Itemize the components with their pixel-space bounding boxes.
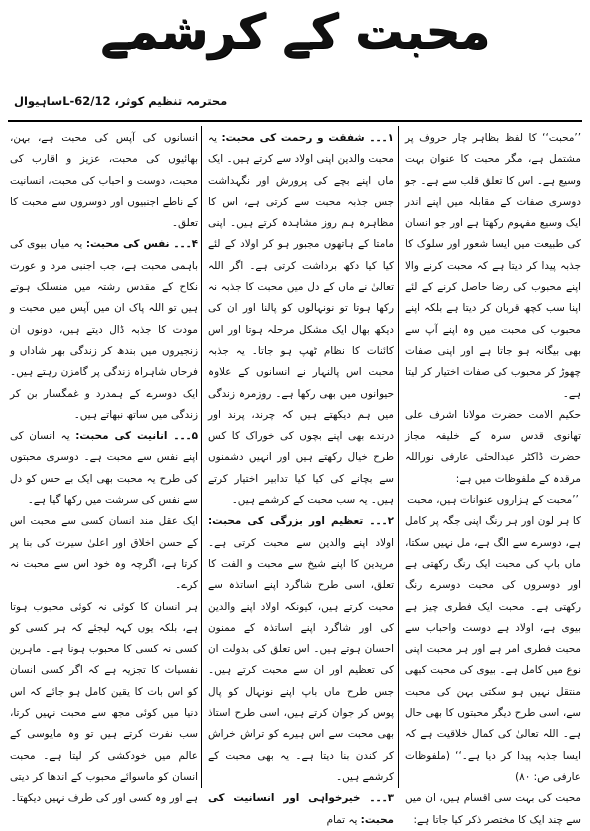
section-heading: ۵۔۔۔ انانیت کی محبت: (75, 430, 198, 443)
paragraph: کا ہر لون اور ہر رنگ اپنی جگہ پر کامل ہے، دوسرے سے الگ ہے، مل نہیں سکتا، ماں باپ کی محبت ایک رنگ رکھتی ہے اور دوسروں کی محبت دوسرے رنگ رکھتی ہے۔ محبت ایک فطری چیز ہے بیوی ہے، اولاد ہے دوست واحباب سے محبت فطری امر ہے اور ہر محبت اپنی نوع میں کامل ہے۔ بیوی کی محبت کبھی منتقل نہیں ہو سکتی بہن کی محبت سے، اسی طرح دیگر محبتوں کا بھی حال ہے۔ اللہ تعالیٰ کی کمال خلاقیت ہے کہ ایسا جذبہ پیدا کر دیا ہے۔‘‘ (ملفوظات عارفی ص: ۸۰) (405, 515, 581, 783)
section-heading: ۱۔۔۔ شفقت و رحمت کی محبت: (221, 132, 394, 144)
column-left (10, 128, 198, 805)
section-heading: ۲۔۔۔ تعظیم اور بزرگی کی محبت: (208, 515, 394, 528)
author-byline: محترمہ تنظیم کوثر، L-62/12ساہیوال (14, 94, 228, 108)
paragraph-text: یہ انسان کی اپنے نفس سے محبت ہے۔ دوسری محبتوں کی طرح یہ محبت بھی ایک بے حس کو دل سے نفس کی سرشت میں رکھا گیا ہے۔ (10, 430, 198, 507)
column-divider-left (201, 126, 202, 788)
paragraph-text: یہ تمام (326, 813, 358, 826)
paragraph-text: یہ میاں بیوی کی باہمی محبت ہے، جب اجنبی مرد و عورت نکاح کے مقدس رشتہ میں منسلک ہوتے ہیں تو اللہ پاک ان میں آپس میں محبت و مودت کا جذبہ ڈال دیتے ہیں، دونوں ان زنجیروں میں بندھ کر زندگی بھر شاداں و فرحاں شاہراہ زندگی پر گامزن رہتے ہیں۔ ایک دوسرے کے ہمدرد و غمگسار بن کر زندگی میں ساتھ نبھاتے ہیں۔ (10, 238, 198, 421)
column-middle (208, 128, 394, 826)
column-right (405, 128, 581, 826)
article-title: محبت کے کرشمے (100, 4, 490, 60)
paragraph: ایک عقل مند انسان کسی سے محبت اس کے حسن اخلاق اور اعلیٰ سیرت کی بنا پر کرتا ہے، اگرچہ وہ خود اس سے محبت نہ کرے۔ (10, 515, 198, 592)
header-divider (8, 120, 582, 122)
paragraph-text: اولاد اپنے والدین سے محبت کرتی ہے۔ مریدین کا اپنے شیخ سے محبت و الفت کا تعلق، اسی طرح شاگرد اپنے اساتذہ سے محبت کرتے ہیں، کیونکہ اولاد اپنے والدین کی اور شاگرد اپنے اساتذہ کے ممنون احسان ہوتے ہیں۔ اس تعلق کی بدولت ان کی تعظیم اور ان سے محبت کرتے ہیں۔ جس طرح ماں باپ اپنے نونہال کو پال پوس کر جوان کرتے ہیں، اسی طرح استاذ بھی محبت سے اس ہیرے کو تراش خراش کر کندن بنا دیتا ہے۔ یہ بھی محبت کے کرشمے ہیں۔ (208, 536, 394, 783)
section-heading: ۳۔۔۔ خیرخواہی اور انسانیت کی محبت: (208, 792, 394, 826)
column-divider-right (398, 126, 399, 788)
quote-line: ’’محبت کے ہزاروں عنوانات ہیں، محبت (407, 494, 579, 507)
paragraph: انسانوں کی آپس کی محبت ہے، بہن، بھائیوں کی محبت، عزیز و اقارب کی محبت، دوست و احباب کی محبت، انسانیت کے ناطے اجنبیوں اور دوسروں سے محبت کا تعلق۔ (10, 132, 198, 230)
paragraph: محبت کی بہت سی اقسام ہیں، ان میں سے چند ایک کا مختصر ذکر کیا جاتا ہے: (405, 792, 581, 826)
paragraph: ہر انسان کا کوئی نہ کوئی محبوب ہوتا ہے، بلکہ یوں کہہ لیجئے کہ ہر کسی کو کسی نہ کسی کا محبوب ہونا ہے۔ ماہرین نفسیات کا تجزیہ ہے کہ اگر کسی انسان کو اس بات کا یقین کامل ہو جائے کہ اس دنیا میں کوئی مجھ سے محبت نہیں کرتا، سب نفرت کرتے ہیں تو وہ مایوسی کے عالم میں خودکشی کر لیتا ہے۔ محبت انسان کو ماسوائے محبوب کے اندھا کر دیتی ہے اور وہ کسی اور کی طرف نہیں دیکھتا۔ (10, 600, 198, 805)
paragraph-text: یہ محبت والدین اپنی اولاد سے کرتے ہیں۔ ایک ماں اپنے بچے کی پرورش اور نگہداشت جس جذبہ محبت سے کرتی ہے، اس کا مظاہرہ ہم روز مشاہدہ کرتے ہیں۔ اپنی مامتا کے ہاتھوں مجبور ہو کر اولاد کے لئے کیا کیا دکھ برداشت کرتی ہے۔ اگر اللہ تعالیٰ نے ماں کے دل میں محبت کا جذبہ نہ رکھا ہوتا تو نونہالوں کو پالنا اور ان کی دیکھ بھال ایک مشکل مرحلہ ہوتا اور اس کائنات کا نظام ٹھپ ہو جاتا۔ یہ جذبہ محبت اس پالنہار نے انسانوں کے علاوہ حیوانوں میں بھی رکھا ہے۔ روزمرہ زندگی میں ہم دیکھتے ہیں کہ چرند، پرند اور درندے بھی اپنے بچوں کی خوراک کا کس طرح خیال رکھتے ہیں اور انہیں دشمنوں سے بچانے کی کیا کیا تدابیر اختیار کرتے ہیں۔ یہ سب محبت کے کرشمے ہیں۔ (208, 132, 394, 507)
paragraph: حکیم الامت حضرت مولانا اشرف علی تھانوی قدس سرہ کے خلیفہ مجاز حضرت ڈاکٹر عبدالحئی عارفی نوراللہ مرقدہ کے ملفوظات میں ہے: (405, 408, 581, 485)
paragraph: ’’محبت‘‘ کا لفظ بظاہر چار حروف پر مشتمل ہے، مگر محبت کا عنوان بہت وسیع ہے۔ اس کا تعلق قلب سے ہے۔ جو دوسری صفات کے مقابلہ میں اپنے اندر ایک وسیع مفہوم رکھتا ہے اور جو انسان کی طبیعت میں ایسا شعور اور سلوک کا جذبہ پیدا کر دیتا ہے کہ محبت کرنے والا اپنے محبوب کی رضا حاصل کرنے کے لئے اپنا سب کچھ قربان کر دیتا ہے بلکہ اپنے محبوب کی محبت میں وہ اپنے آپ سے بھی بیگانہ ہو جاتا ہے اور اپنی صفات چھوڑ کر محبوب کی صفات اختیار کر لیتا ہے۔ (405, 132, 581, 400)
section-heading: ۴۔۔۔ نفس کی محبت: (85, 238, 198, 251)
